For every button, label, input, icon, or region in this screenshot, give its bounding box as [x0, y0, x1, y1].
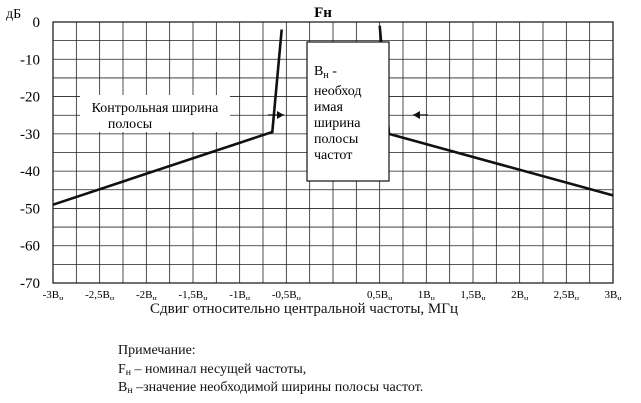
- y-tick-label: -10: [20, 52, 40, 69]
- chart-title: Fн: [314, 5, 332, 21]
- note-line-2: $B_н$ –значение необходимой ширины полосы частот.: [118, 380, 424, 396]
- y-tick-label: -70: [20, 276, 40, 292]
- box-label-line-2: необход: [314, 84, 362, 99]
- y-tick-label: -60: [20, 238, 40, 255]
- note-title: Примечание:: [118, 343, 196, 358]
- x-tick-label: $-1,5B_н$: [178, 289, 208, 300]
- x-tick-label: $-2,5B_н$: [85, 289, 115, 300]
- y-tick-labels: [20, 15, 40, 292]
- y-axis-label: дБ: [6, 7, 22, 22]
- right-arrow: [413, 111, 428, 119]
- x-tick-label: $-3B_н$: [42, 289, 64, 300]
- y-tick-label: -30: [20, 126, 40, 143]
- x-tick-label: $-1B_н$: [229, 289, 251, 300]
- box-label-line-4: ширина: [314, 116, 361, 131]
- x-tick-label: $0,5B_н$: [366, 289, 393, 300]
- left-label-line-2: полосы: [107, 117, 153, 132]
- x-tick-label: $1B_н$: [417, 289, 435, 300]
- box-label-line-1: $B_н$ -: [314, 64, 337, 81]
- x-tick-label: $-2B_н$: [135, 289, 157, 300]
- box-label-line-3: имая: [314, 100, 343, 115]
- box-label-line-5: полосы: [314, 132, 359, 147]
- y-tick-label: -20: [20, 89, 40, 106]
- x-tick-label: $1,5B_н$: [460, 289, 486, 300]
- x-tick-label: $3B_н$: [604, 289, 622, 300]
- y-tick-label: -50: [20, 201, 40, 218]
- y-tick-label: 0: [32, 15, 40, 31]
- x-tick-label: $2B_н$: [511, 289, 529, 300]
- x-axis-label: Сдвиг относительно центральной частоты, МГц: [150, 301, 458, 317]
- left-arrow: [268, 111, 284, 119]
- x-tick-label: $2,5B_н$: [553, 289, 580, 300]
- y-tick-label: -40: [20, 164, 40, 181]
- box-label-line-6: частот: [314, 148, 353, 163]
- x-tick-label: $-0,5B_н$: [271, 289, 301, 300]
- note-line-1: $F_н$ – номинал несущей частоты,: [118, 362, 307, 378]
- left-label-line-1: Контрольная ширина: [91, 101, 219, 116]
- x-tick-labels: [43, 289, 623, 300]
